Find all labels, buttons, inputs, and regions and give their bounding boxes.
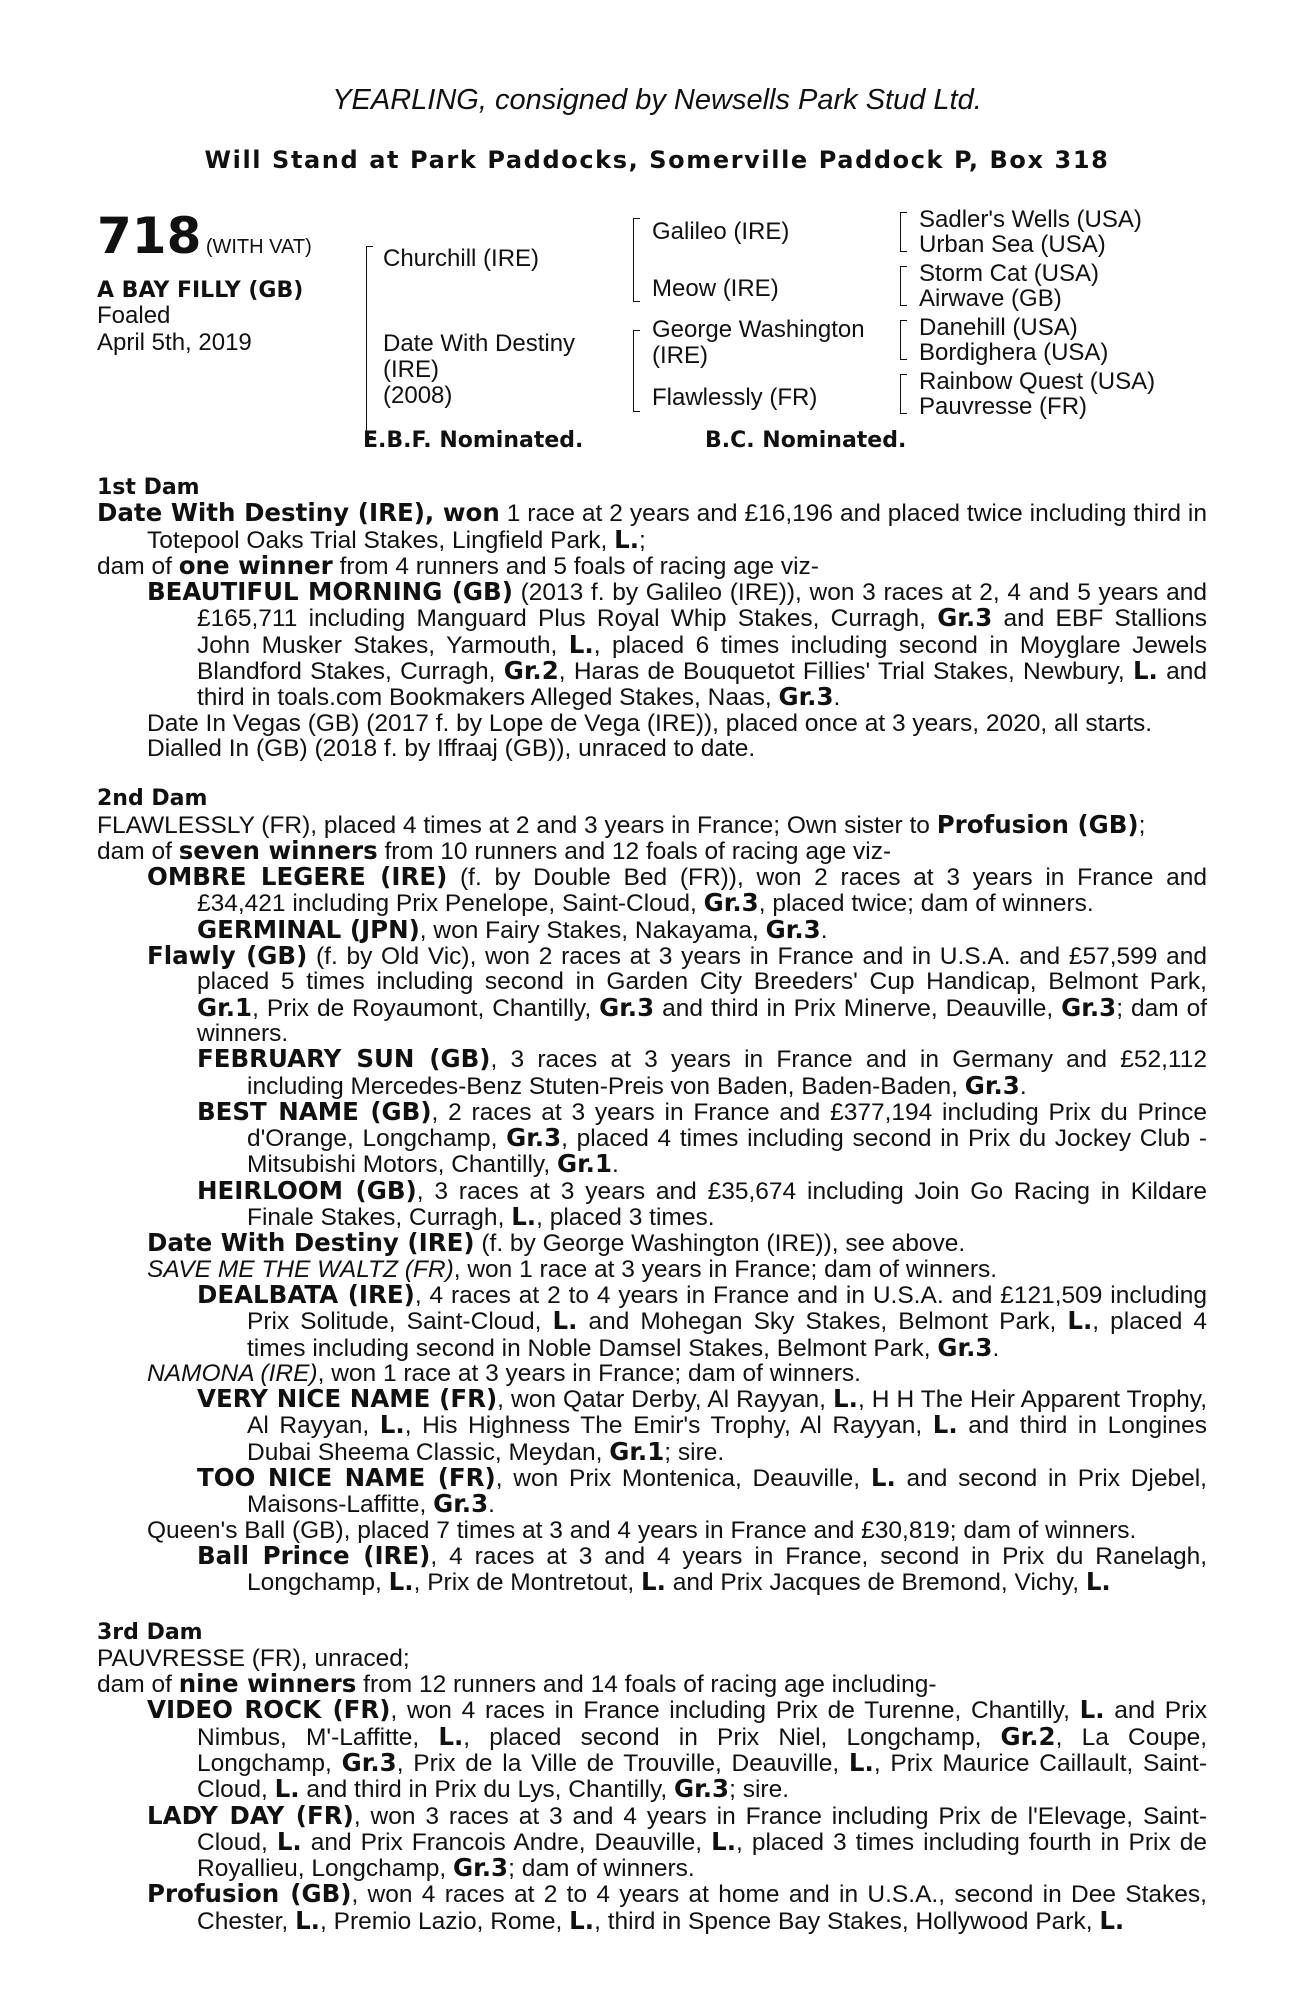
- dam-dam: Flawlessly (FR): [652, 384, 818, 411]
- third-dam-section: [97, 1620, 1207, 1934]
- pedigree-brace-sire: [633, 218, 640, 302]
- lot-number: 718: [97, 207, 202, 265]
- foal-entry: Dialled In (GB) (2018 f. by Iffraaj (GB)), unraced to date.: [147, 734, 756, 762]
- sire-sire-dam: Urban Sea (USA): [919, 231, 1106, 258]
- first-dam-heading: 1st Dam: [97, 475, 200, 500]
- foal-entry: Date In Vegas (GB) (2017 f. by Lope de Vega (IRE)), placed once at 3 years, 2020, all starts.: [147, 709, 1153, 737]
- second-dam-race-record: FLAWLESSLY (FR), placed 4 times at 2 and 3 years in France; Own sister to Profusion (GB);: [97, 809, 1146, 839]
- produce-entry: OMBRE LEGERE (IRE) (f. by Double Bed (FR)), won 2 races at 3 years in France and £34,421 including Prix Penelope, Saint-Cloud, Gr.3, placed twice; dam of winners.: [147, 862, 1207, 918]
- sire-sire: Galileo (IRE): [652, 218, 790, 245]
- first-dam-produce-summary: dam of one winner from 4 runners and 5 foals of racing age viz-: [97, 550, 819, 580]
- first-dam-section: [97, 475, 1207, 761]
- produce-sub-entry: TOO NICE NAME (FR), won Prix Montenica, Deauville, L. and second in Prix Djebel, Maisons-Laffitte, Gr.3.: [197, 1462, 1207, 1519]
- produce-entry: Queen's Ball (GB), placed 7 times at 3 and 4 years in France and £30,819; dam of winners.: [147, 1516, 1137, 1544]
- dam-sire-sire: Danehill (USA): [919, 314, 1078, 341]
- second-dam-heading: 2nd Dam: [97, 786, 208, 812]
- sire-dam: Meow (IRE): [652, 275, 779, 302]
- produce-sub-entry: GERMINAL (JPN), won Fairy Stakes, Nakayama, Gr.3.: [197, 914, 828, 944]
- produce-entry: LADY DAY (FR), won 3 races at 3 and 4 years in France including Prix de l'Elevage, Saint-Cloud, L. and Prix Francois Andre, Deauville, L., placed 3 times including fourth in Prix de Royallieu, Longchamp, Gr.3; dam of winners.: [147, 1800, 1207, 1883]
- first-dam-race-record: Date With Destiny (IRE), won 1 race at 2 years and £16,196 and placed twice including third in Totepool Oaks Trial Stakes, Lingfield Park, L.;: [97, 498, 1207, 554]
- second-dam-section: [97, 786, 1207, 1595]
- produce-sub-entry: FEBRUARY SUN (GB), 3 races at 3 years in France and in Germany and £52,112 including Mercedes-Benz Stuten-Preis von Baden, Baden-Baden, Gr.3.: [197, 1044, 1207, 1100]
- second-dam-produce-summary: dam of seven winners from 10 runners and 12 foals of racing age viz-: [97, 835, 892, 865]
- foal-entry: BEAUTIFUL MORNING (GB) (2013 f. by Galileo (IRE)), won 3 races at 2, 4 and 5 years and £165,711 including Manguard Plus Royal Whip Stakes, Curragh, Gr.3 and EBF Stallions John Musker Stakes, Yarmouth, L., placed 6 times including second in Moyglare Jewels Blandford Stakes, Curragh, Gr.2, Haras de Bouquetot Fillies' Trial Stakes, Newbury, L. and third in toals.com Bookmakers Alleged Stakes, Naas, Gr.3.: [147, 577, 1207, 712]
- dam-sire-line1: George Washington: [652, 316, 865, 343]
- lot-number-row: [97, 207, 312, 265]
- produce-sub-entry: BEST NAME (GB), 2 races at 3 years in France and £377,194 including Prix du Prince d'Orange, Longchamp, Gr.3, placed 4 times including second in Prix du Jockey Club - Mitsubishi Motors, Chantilly, Gr.1.: [197, 1096, 1207, 1179]
- vat-note: (WITH VAT): [205, 236, 312, 258]
- produce-entry: VIDEO ROCK (FR), won 4 races in France including Prix de Turenne, Chantilly, L. and Prix Nimbus, M'-Laffitte, L., placed second in Prix Niel, Longchamp, Gr.2, La Coupe, Longchamp, Gr.3, Prix de la Ville de Trouville, Deauville, L., Prix Maurice Caillault, Saint-Cloud, L. and third in Prix du Lys, Chantilly, Gr.3; sire.: [147, 1695, 1208, 1804]
- sire-sire-sire: Sadler's Wells (USA): [919, 206, 1142, 233]
- produce-entry: NAMONA (IRE), won 1 race at 3 years in France; dam of winners.: [147, 1359, 861, 1387]
- produce-entry: Profusion (GB), won 4 races at 2 to 4 years at home and in U.S.A., second in Dee Stakes, Chester, L., Premio Lazio, Rome, L., third in Spence Bay Stakes, Hollywood Park, L.: [147, 1879, 1207, 1935]
- produce-entry: SAVE ME THE WALTZ (FR), won 1 race at 3 years in France; dam of winners.: [147, 1255, 998, 1283]
- produce-record: [97, 475, 1207, 1959]
- ebf-nominated: E.B.F. Nominated.: [363, 428, 584, 453]
- sire-dam-dam: Airwave (GB): [919, 285, 1062, 312]
- produce-sub-entry: Ball Prince (IRE), 4 races at 3 and 4 years in France, second in Prix du Ranelagh, Longchamp, L., Prix de Montretout, L. and Prix Jacques de Bremond, Vichy, L.: [197, 1540, 1208, 1597]
- produce-entry: Date With Destiny (IRE) (f. by George Washington (IRE)), see above.: [147, 1228, 966, 1258]
- pedigree-brace-dam: [633, 330, 640, 412]
- sire-name: Churchill (IRE): [383, 245, 540, 272]
- pedigree-brace-g3-2: [900, 266, 907, 306]
- foaled-date: April 5th, 2019: [97, 329, 252, 356]
- dam-name-line1: Date With Destiny: [383, 330, 576, 357]
- dam-dam-dam: Pauvresse (FR): [919, 393, 1088, 420]
- foaled-label: Foaled: [97, 302, 171, 329]
- third-dam-produce-summary: dam of nine winners from 12 runners and 14 foals of racing age including-: [97, 1669, 937, 1699]
- pedigree-brace-g3-4: [900, 374, 907, 414]
- dam-dam-sire: Rainbow Quest (USA): [919, 368, 1156, 395]
- stand-location: Will Stand at Park Paddocks, Somerville Paddock P, Box 318: [204, 146, 1110, 174]
- pedigree-brace-gen1: [366, 246, 373, 437]
- third-dam-heading: 3rd Dam: [97, 1620, 203, 1646]
- dam-sire-dam: Bordighera (USA): [919, 339, 1109, 366]
- dam-sire-line2: (IRE): [652, 342, 708, 369]
- bc-nominated: B.C. Nominated.: [705, 428, 907, 453]
- sire-dam-sire: Storm Cat (USA): [919, 260, 1100, 287]
- pedigree-brace-g3-1: [900, 212, 907, 252]
- produce-sub-entry: DEALBATA (IRE), 4 races at 2 to 4 years in France and in U.S.A. and £121,509 including Prix Solitude, Saint-Cloud, L. and Mohegan Sky Stakes, Belmont Park, L., placed 4 times including second in Noble Damsel Stakes, Belmont Park, Gr.3.: [197, 1279, 1208, 1362]
- pedigree-brace-g3-3: [900, 320, 907, 360]
- produce-entry: Flawly (GB) (f. by Old Vic), won 2 races at 3 years in France and in U.S.A. and £57,599 and placed 5 times including second in Garden City Breeders' Cup Handicap, Belmont Park, Gr.1, Prix de Royaumont, Chantilly, Gr.3 and third in Prix Minerve, Deauville, Gr.3; dam of winners.: [147, 941, 1208, 1047]
- lot-name: A BAY FILLY (GB): [97, 278, 304, 303]
- dam-year: (2008): [383, 382, 453, 409]
- produce-sub-entry: HEIRLOOM (GB), 3 races at 3 years and £35,674 including Join Go Racing in Kildare Finale Stakes, Curragh, L., placed 3 times.: [197, 1175, 1208, 1232]
- produce-sub-entry: VERY NICE NAME (FR), won Qatar Derby, Al Rayyan, L., H H The Heir Apparent Trophy, Al Rayyan, L., His Highness The Emir's Trophy, Al Rayyan, L. and third in Longines Dubai Sheema Classic, Meydan, Gr.1; sire.: [197, 1384, 1208, 1466]
- consignor-title: YEARLING, consigned by Newsells Park Stud Ltd.: [332, 84, 982, 116]
- third-dam-race-record: PAUVRESSE (FR), unraced;: [97, 1644, 410, 1672]
- dam-name-line2: (IRE): [383, 356, 439, 383]
